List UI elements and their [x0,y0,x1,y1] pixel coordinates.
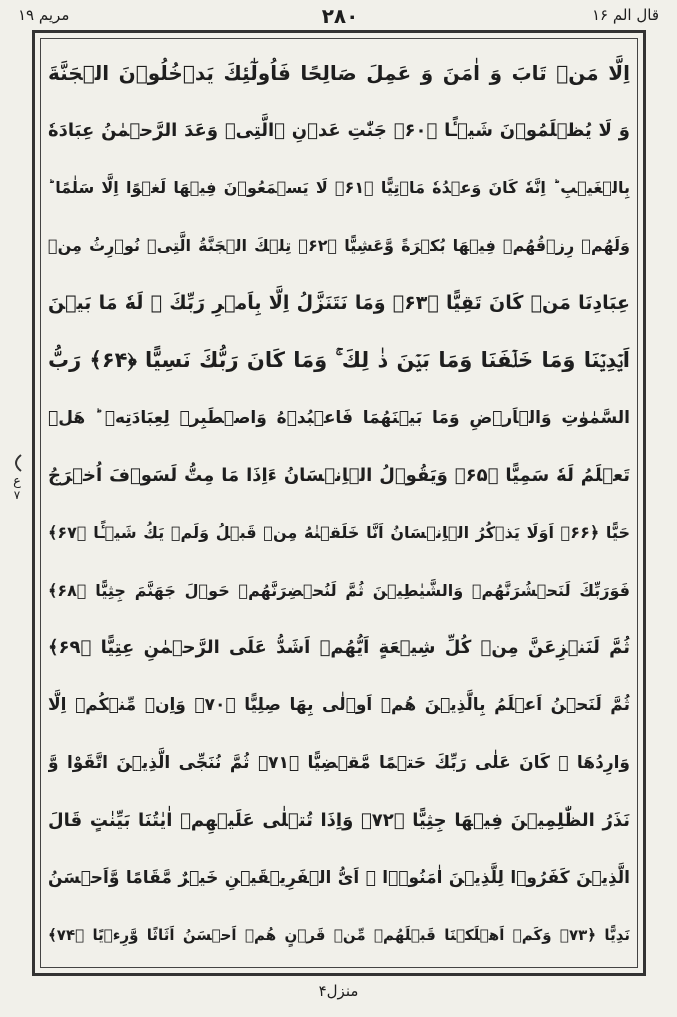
ruku-bracket-icon [7,453,27,509]
text-line: وَارِدُهَا ۚ كَانَ عَلٰى رَبِّكَ حَتۡمًا مَّقۡضِيًّا ﴿۷۱﴾ ثُمَّ نُنَجِّى الَّذِيۡنَ اتَّقَوْا وَّ [48,752,630,773]
ruku-letter: ع [13,474,21,489]
page-number: ۲۸۰ [321,4,359,28]
text-line: اِلَّا مَنۡ تَابَ وَ اٰمَنَ وَ عَمِلَ صَالِحًا فَاُولٰٓئِكَ يَدۡخُلُوۡنَ الۡجَنَّةَ [48,60,630,85]
ruku-number: ۷ [13,488,21,502]
text-line: تَعۡلَمُ لَهٗ سَمِيًّا ﴿۶۵﴾ وَيَقُوۡلُ الۡاِنۡسَانُ ءَاِذَا مَا مِتُّ لَسَوۡفَ اُخۡرَجُ [48,464,630,486]
text-line: حَيًّا ﴿۶۶﴾ اَوَلَا يَذۡكُرُ الۡاِنۡسَانُ اَنَّا خَلَقۡنٰهُ مِنۡ قَبۡلُ وَلَمۡ يَكُ شَيۡـًٔا ﴿۶۷﴾ [48,523,630,543]
ruku-marker [6,452,28,510]
text-line: نَدِيًّا ﴿۷۳﴾ وَكَمۡ اَهۡلَكۡنَا قَبۡلَهُمۡ مِّنۡ قَرۡنٍ هُمۡ اَحۡسَنُ اَثَاثًا وَّرِءۡيًا ﴿۷۴﴾ [48,926,630,945]
text-line: عِبَادِنَا مَنۡ كَانَ تَقِيًّا ﴿۶۳﴾ وَمَا نَتَنَزَّلُ اِلَّا بِاَمۡرِ رَبِّكَ ۚ لَهٗ مَا بَيۡنَ [48,291,630,314]
text-line: الَّذِيۡنَ كَفَرُوۡا لِلَّذِيۡنَ اٰمَنُوۡۤا ۙ اَىُّ الۡفَرِيۡقَيۡنِ خَيۡرٌ مَّقَامًا وَّاَحۡسَنُ [48,867,630,888]
quran-text [48,44,630,964]
text-line: السَّمٰوٰتِ وَالۡاَرۡضِ وَمَا بَيۡنَهُمَا فَاعۡبُدۡهُ وَاصۡطَبِرۡ لِعِبَادَتِهٖ ؕ هَلۡ [48,407,630,428]
text-line: فَوَرَبِّكَ لَنَحۡشُرَنَّهُمۡ وَالشَّيٰطِيۡنَ ثُمَّ لَنُحۡضِرَنَّهُمۡ حَوۡلَ جَهَنَّمَ جِثِيًّا ﴿۶۸﴾ [48,580,630,600]
juz-name: قال الم ۱۶ [591,6,659,24]
text-line: بِالۡغَيۡبِ ؕ اِنَّهٗ كَانَ وَعۡدُهٗ مَاۡتِيًّا ﴿۶۱﴾ لَا يَسۡمَعُوۡنَ فِيۡهَا لَغۡوًا اِلَّا سَلٰمًا ؕ [48,178,630,198]
page-header [0,4,677,32]
text-line: اَيۡدِيۡنَا وَمَا خَلۡفَنَا وَمَا بَيۡنَ ذٰ لِكَ ۚ وَمَا كَانَ رَبُّكَ نَسِيًّا ﴿۶۴﴾ رَبُّ [48,347,630,372]
text-line: نَذَرُ الظّٰلِمِيۡنَ فِيۡهَا جِثِيًّا ﴿۷۲﴾ وَاِذَا تُتۡلٰى عَلَيۡهِمۡ اٰيٰتُنَا بَيِّنٰتٍ قَالَ [48,809,630,831]
manzil-footer: منزل۴ [318,982,359,1000]
text-line: ثُمَّ لَنَحۡنُ اَعۡلَمُ بِالَّذِيۡنَ هُمۡ اَوۡلٰى بِهَا صِلِيًّا ﴿۷۰﴾ وَاِنۡ مِّنۡكُمۡ اِلَّا [48,695,630,716]
text-line: وَلَهُمۡ رِزۡقُهُمۡ فِيۡهَا بُكۡرَةً وَّعَشِيًّا ﴿۶۲﴾ تِلۡكَ الۡجَنَّةُ الَّتِىۡ نُوۡرِثُ مِنۡ [48,235,630,255]
text-line: ثُمَّ لَنَنۡزِعَنَّ مِنۡ كُلِّ شِيۡعَةٍ اَيُّهُمۡ اَشَدُّ عَلَى الرَّحۡمٰنِ عِتِيًّا ﴿۶۹﴾ [48,637,630,659]
text-line: وَ لَا يُظۡلَمُوۡنَ شَيۡـًٔا ﴿۶۰﴾ جَنّٰتِ عَدۡنِ ۣالَّتِىۡ وَعَدَ الرَّحۡمٰنُ عِبَادَهٗ [48,119,630,141]
surah-name: مریم ۱۹ [18,6,70,24]
